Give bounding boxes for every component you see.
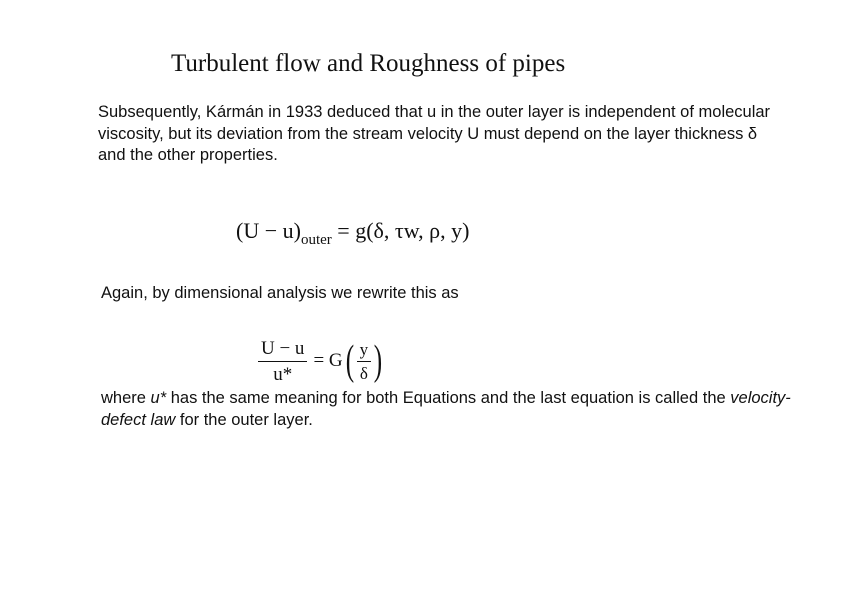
paragraph-dimensional-analysis: Again, by dimensional analysis we rewrite this as <box>101 284 459 302</box>
equation-lhs-subscript: outer <box>300 232 332 248</box>
fraction-lhs-numerator: U − u <box>258 339 307 362</box>
fraction-argument <box>357 341 372 382</box>
p3-part3: for the outer layer. <box>175 410 313 429</box>
equation-equals-g: = G <box>313 350 343 371</box>
p3-italic-ustar: u* <box>150 389 167 407</box>
left-paren: ( <box>345 338 354 384</box>
fraction-lhs <box>258 339 307 384</box>
right-paren: ) <box>373 338 383 384</box>
p3-italic-law-name: velocity-defect law <box>101 389 791 429</box>
paragraph-velocity-defect-law <box>101 388 801 431</box>
fraction-arg-numerator: y <box>357 341 372 362</box>
paragraph-karman: Subsequently, Kármán in 1933 deduced that u in the outer layer is independent of molecular viscosity, but its deviation from the stream velocity U must depend on the layer thickness δ and the other properties. <box>98 103 771 164</box>
equation-lhs: (U − u) <box>236 218 301 243</box>
fraction-lhs-denominator: u* <box>273 363 293 385</box>
equation-velocity-defect <box>258 333 385 389</box>
equation-outer-layer <box>236 218 470 248</box>
equation-rhs: = g(δ, τw, ρ, y) <box>337 218 470 243</box>
p3-part2: has the same meaning for both Equations and the last equation is called the <box>166 389 731 407</box>
p3-part1: where <box>101 389 151 407</box>
fraction-arg-denominator: δ <box>359 363 368 383</box>
page-title: Turbulent flow and Roughness of pipes <box>171 50 566 77</box>
